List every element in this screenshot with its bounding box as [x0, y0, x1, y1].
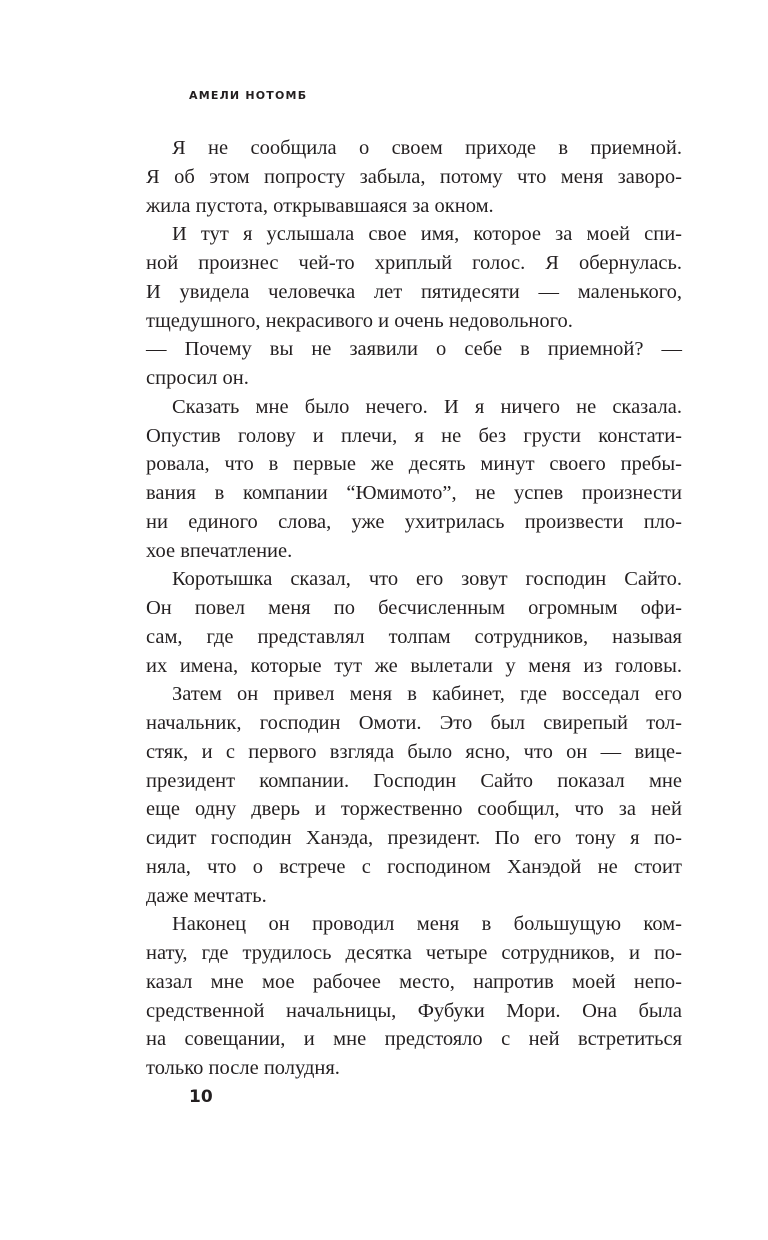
- text-line: стяк, и с первого взгляда было ясно, что он — вице-: [146, 740, 682, 763]
- text-line: вания в компании “Юмимото”, не успев произнести: [146, 482, 682, 504]
- text-line: Наконец он проводил меня в большущую ком-: [172, 913, 682, 936]
- page-number: 10: [189, 1087, 213, 1107]
- text-line: нату, где трудилось десятка четыре сотрудников, и по-: [146, 942, 682, 964]
- text-line: ной произнес чей-то хриплый голос. Я обернулась.: [146, 252, 682, 274]
- text-line: Он повел меня по бесчисленным огромным офи-: [146, 597, 682, 619]
- text-line: И увидела человечка лет пятидесяти — маленького,: [146, 280, 682, 303]
- text-line: Коротышка сказал, что его зовут господин Сайто.: [172, 568, 682, 591]
- running-head-author: АМЕЛИ НОТОМБ: [189, 89, 308, 102]
- text-line: средственной начальницы, Фубуки Мори. Она была: [146, 999, 682, 1022]
- text-line: Я не сообщила о своем приходе в приемной.: [172, 137, 682, 159]
- text-line: И тут я услышала свое имя, которое за моей спи-: [172, 223, 682, 246]
- text-line: тщедушного, некрасивого и очень недовольного.: [146, 309, 573, 332]
- text-line: няла, что о встрече с господином Ханэдой не стоит: [146, 855, 682, 878]
- text-line: Опустив голову и плечи, я не без грусти констати-: [146, 424, 682, 447]
- text-line: даже мечтать.: [146, 884, 267, 907]
- text-line: — Почему вы не заявили о себе в приемной? —: [146, 338, 682, 361]
- text-line: ровала, что в первые же десять минут своего пребы-: [146, 453, 682, 476]
- text-line: Затем он привел меня в кабинет, где восседал его: [172, 683, 682, 706]
- text-line: спросил он.: [146, 367, 249, 389]
- text-line: их имена, которые тут же вылетали у меня из головы.: [146, 654, 682, 677]
- body-text: [146, 134, 682, 1083]
- text-line: на совещании, и мне предстояло с ней встретиться: [146, 1028, 682, 1051]
- text-line: начальник, господин Омоти. Это был свирепый тол-: [146, 712, 682, 734]
- text-line: сидит господин Ханэда, президент. По его тону я по-: [146, 827, 682, 849]
- text-line: президент компании. Господин Сайто показал мне: [146, 769, 682, 792]
- text-line: Я об этом попросту забыла, потому что меня заворо-: [146, 165, 682, 188]
- text-line: ни единого слова, уже ухитрилась произвести пло-: [146, 510, 682, 533]
- text-line: еще одну дверь и торжественно сообщил, что за ней: [146, 798, 682, 821]
- text-line: казал мне мое рабочее место, напротив моей непо-: [146, 970, 682, 993]
- text-line: Сказать мне было нечего. И я ничего не сказала.: [172, 395, 682, 418]
- text-line: жила пустота, открывавшаяся за окном.: [146, 194, 494, 217]
- text-line: только после полудня.: [146, 1057, 340, 1079]
- text-line: сам, где представлял толпам сотрудников, называя: [146, 625, 682, 648]
- text-line: хое впечатление.: [146, 539, 293, 562]
